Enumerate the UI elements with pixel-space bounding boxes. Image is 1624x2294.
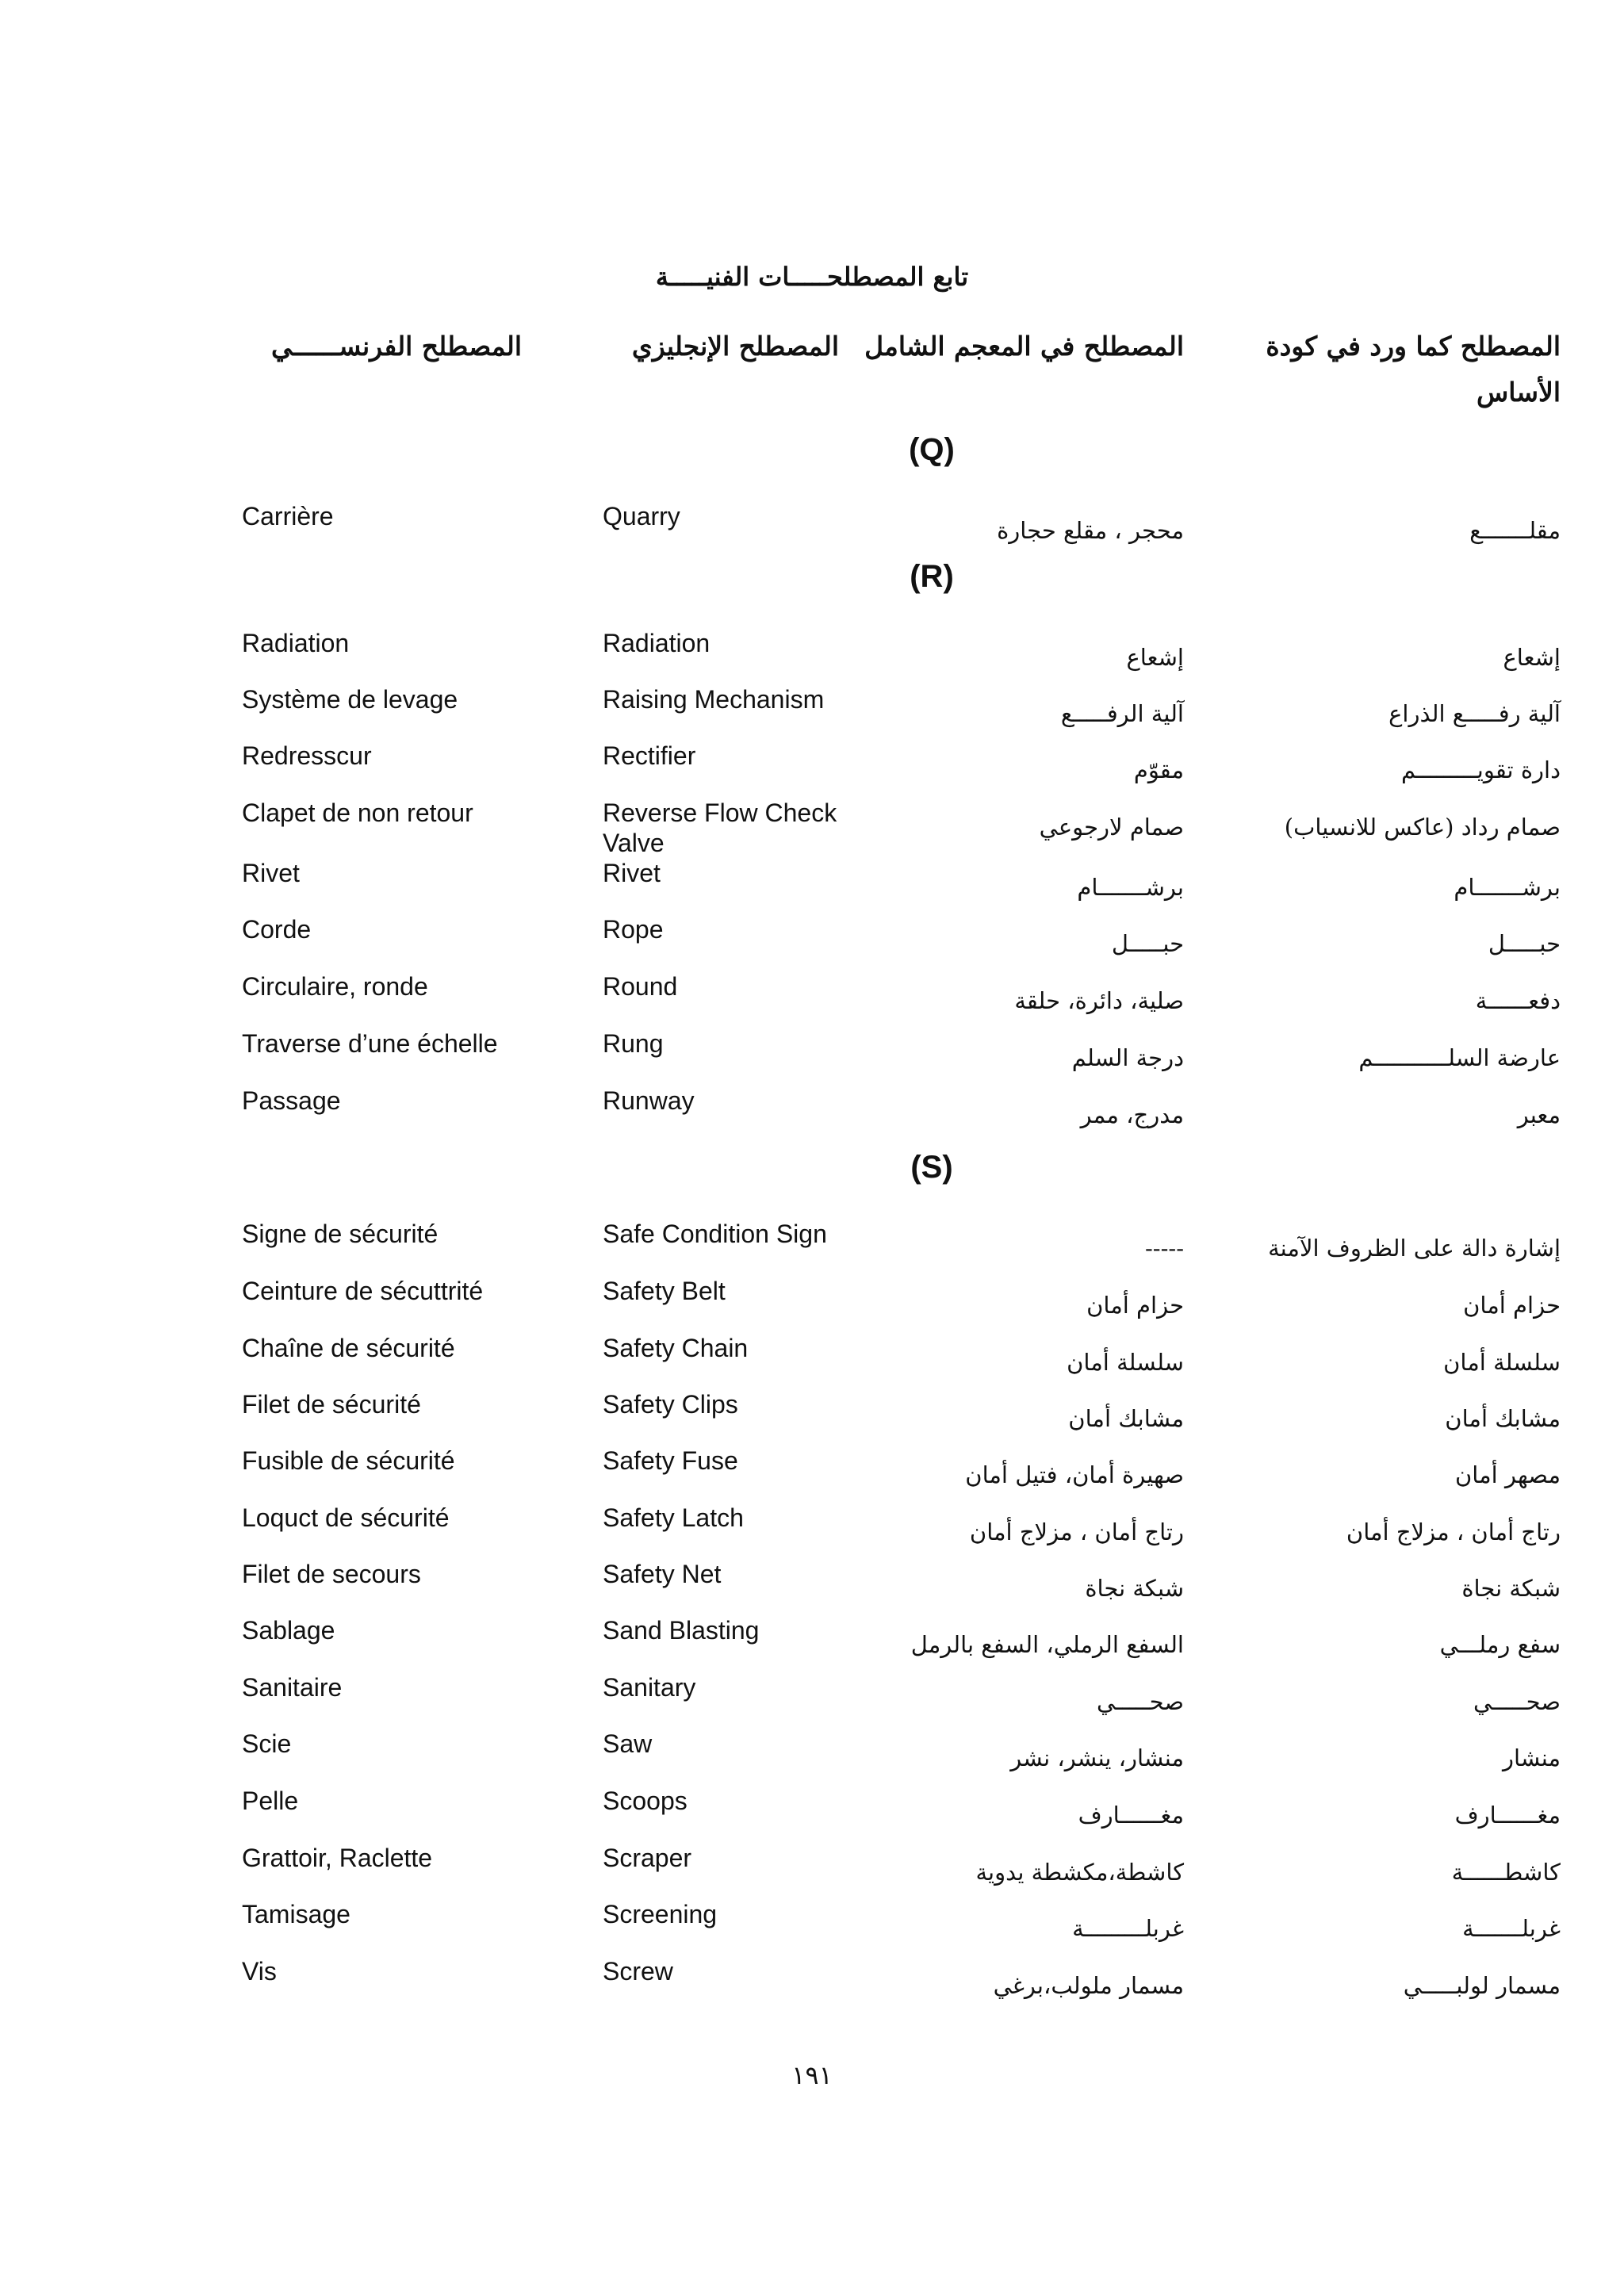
french-term: Filet de sécurité <box>242 1390 421 1419</box>
code-term: دفعــــــة <box>1475 987 1561 1014</box>
english-term: Runway <box>603 1086 695 1115</box>
section-heading-q: (Q) <box>909 432 955 467</box>
table-row <box>0 1559 1624 1614</box>
french-term: Radiation <box>242 629 350 657</box>
english-term: Safety Fuse <box>603 1446 738 1475</box>
french-term: Vis <box>242 1957 277 1986</box>
english-term: Sand Blasting <box>603 1616 760 1645</box>
table-row <box>0 1729 1624 1784</box>
dictionary-term: ----- <box>1145 1235 1184 1262</box>
code-term: مسمار لولبـــــي <box>1403 1972 1561 1999</box>
page-title: تابع المصطلحـــــات الفنيـــــة <box>655 262 969 292</box>
dictionary-term: كاشطة،مكشطة يدوية <box>975 1859 1184 1886</box>
code-term: سفع رملـــي <box>1439 1631 1561 1658</box>
table-row <box>0 1899 1624 1955</box>
english-term: Safety Clips <box>603 1390 738 1419</box>
dictionary-term: إشعاع <box>1126 644 1184 671</box>
dictionary-term: برشـــــــام <box>1077 874 1184 901</box>
english-term: Safety Net <box>603 1560 722 1588</box>
code-term: معبر <box>1517 1101 1561 1128</box>
table-row <box>0 501 1624 557</box>
dictionary-term: شبكة نجاة <box>1085 1575 1184 1602</box>
code-term: حبـــــل <box>1488 930 1561 957</box>
french-term: Clapet de non retour <box>242 798 473 827</box>
table-row <box>0 1028 1624 1084</box>
header-code-term: المصطلح كما ورد في كودة الأساس <box>1266 331 1561 408</box>
dictionary-term: محجر ، مقلع حجارة <box>997 517 1184 544</box>
english-term: Saw <box>603 1729 653 1758</box>
dictionary-term: مشابك أمان <box>1068 1405 1184 1432</box>
code-term: حزام أمان <box>1463 1292 1561 1319</box>
code-term: صحـــــي <box>1473 1688 1561 1715</box>
table-row <box>0 798 1624 857</box>
code-term: آلية رفـــــع الذراع <box>1388 700 1561 727</box>
english-term: Scraper <box>603 1844 692 1872</box>
dictionary-term: حزام أمان <box>1086 1292 1184 1319</box>
table-row <box>0 971 1624 1027</box>
french-term: Sablage <box>242 1616 335 1645</box>
french-term: Tamisage <box>242 1900 350 1928</box>
english-term: Safety Chain <box>603 1334 749 1362</box>
code-term: دارة تقويـــــــــم <box>1401 756 1561 783</box>
french-term: Chaîne de sécurité <box>242 1334 455 1362</box>
page-number: ١٩١ <box>791 2060 833 2090</box>
french-term: Scie <box>242 1729 292 1758</box>
french-term: Grattoir, Raclette <box>242 1844 433 1872</box>
dictionary-term: مدرج، ممر <box>1080 1101 1184 1128</box>
code-term: إشعاع <box>1503 644 1561 671</box>
table-row <box>0 741 1624 796</box>
table-row <box>0 1219 1624 1274</box>
code-term: مغــــــارف <box>1454 1802 1561 1829</box>
english-term: Screening <box>603 1900 718 1928</box>
code-term: غربلـــــــة <box>1462 1915 1561 1942</box>
code-term: كاشطــــــة <box>1451 1859 1561 1886</box>
code-term: شبكة نجاة <box>1461 1575 1561 1602</box>
table-row <box>0 1615 1624 1671</box>
table-row <box>0 1446 1624 1501</box>
french-term: Circulaire, ronde <box>242 972 428 1001</box>
table-row <box>0 1086 1624 1141</box>
code-term: سلسلة أمان <box>1443 1349 1561 1376</box>
dictionary-term: مسمار ملولب،برغي <box>993 1972 1184 1999</box>
english-term: Rope <box>603 915 664 944</box>
english-term: Safety Latch <box>603 1503 744 1532</box>
french-term: Passage <box>242 1086 341 1115</box>
table-row <box>0 1956 1624 2012</box>
french-term: Systèmе de levage <box>242 685 458 714</box>
table-row <box>0 1389 1624 1445</box>
english-term: Rivet <box>603 859 661 887</box>
english-term: Raising Mechanism <box>603 685 825 714</box>
french-term: Redresscur <box>242 741 372 770</box>
french-term: Rivet <box>242 859 300 887</box>
dictionary-term: صحـــــي <box>1097 1688 1184 1715</box>
table-row <box>0 858 1624 913</box>
dictionary-term: صلية، دائرة، حلقة <box>1014 987 1184 1014</box>
english-term: Radiation <box>603 629 710 657</box>
table-row <box>0 1843 1624 1898</box>
dictionary-term: درجة السلم <box>1071 1044 1184 1071</box>
french-term: Carrière <box>242 502 334 530</box>
code-term: منشار <box>1503 1744 1561 1771</box>
header-french-term: المصطلح الفرنســــــي <box>271 331 522 362</box>
french-term: Sanitaire <box>242 1673 343 1702</box>
dictionary-term: مغــــــارف <box>1078 1802 1184 1829</box>
english-term: Scoops <box>603 1787 688 1815</box>
dictionary-term: رتاج أمان ، مزلاج أمان <box>969 1518 1184 1545</box>
code-term: عارضة السلـــــــــــم <box>1358 1044 1561 1071</box>
table-row <box>0 628 1624 684</box>
table-row <box>0 1503 1624 1558</box>
english-term: Round <box>603 972 678 1001</box>
table-row <box>0 1672 1624 1728</box>
dictionary-term: مقوّم <box>1133 756 1184 783</box>
header-dictionary-term: المصطلح في المعجم الشامل <box>864 331 1184 362</box>
table-row <box>0 1786 1624 1841</box>
code-term: مشابك أمان <box>1445 1405 1561 1432</box>
code-term: مصهر أمان <box>1455 1461 1561 1488</box>
table-row <box>0 1333 1624 1388</box>
table-row <box>0 1276 1624 1331</box>
french-term: Corde <box>242 915 312 944</box>
dictionary-term: السفع الرملي، السفع بالرمل <box>910 1631 1184 1658</box>
french-term: Fusible de sécurité <box>242 1446 455 1475</box>
french-term: Filet de secours <box>242 1560 421 1588</box>
table-row <box>0 684 1624 740</box>
english-term: Rectifier <box>603 741 696 770</box>
french-term: Pelle <box>242 1787 299 1815</box>
dictionary-term: غربلـــــــــة <box>1072 1915 1184 1942</box>
french-term: Traverse d’une échelle <box>242 1029 498 1058</box>
french-term: Signe de sécurité <box>242 1220 439 1248</box>
code-term: صمام رداد (عاكس للانسياب) <box>1284 814 1561 841</box>
english-term: Safe Condition Sign <box>603 1220 827 1248</box>
french-term: Loquct de sécurité <box>242 1503 450 1532</box>
table-row <box>0 914 1624 970</box>
english-term: Sanitary <box>603 1673 696 1702</box>
code-term: مقلـــــــع <box>1469 517 1561 544</box>
header-english-term: المصطلح الإنجليزي <box>631 331 839 362</box>
section-heading-r: (R) <box>910 559 954 594</box>
english-term: Rung <box>603 1029 664 1058</box>
dictionary-term: سلسلة أمان <box>1067 1349 1184 1376</box>
dictionary-term: صهيرة أمان، فتيل أمان <box>965 1461 1184 1488</box>
english-term: Reverse Flow Check Valve <box>603 798 837 857</box>
english-term: Safety Belt <box>603 1277 726 1305</box>
code-term: برشـــــــام <box>1454 874 1561 901</box>
section-heading-s: (S) <box>910 1150 953 1185</box>
dictionary-term: صمام لارجوعي <box>1039 814 1184 841</box>
dictionary-term: منشار، ينشر، نشر <box>1010 1744 1184 1771</box>
code-term: رتاج أمان ، مزلاج أمان <box>1346 1518 1561 1545</box>
english-term: Quarry <box>603 502 680 530</box>
french-term: Ceinture de sécuttrité <box>242 1277 484 1305</box>
code-term: إشارة دالة على الظروف الآمنة <box>1268 1235 1561 1262</box>
english-term: Screw <box>603 1957 673 1986</box>
dictionary-term: حبـــــل <box>1111 930 1184 957</box>
dictionary-term: آلية الرفـــــع <box>1060 700 1184 727</box>
